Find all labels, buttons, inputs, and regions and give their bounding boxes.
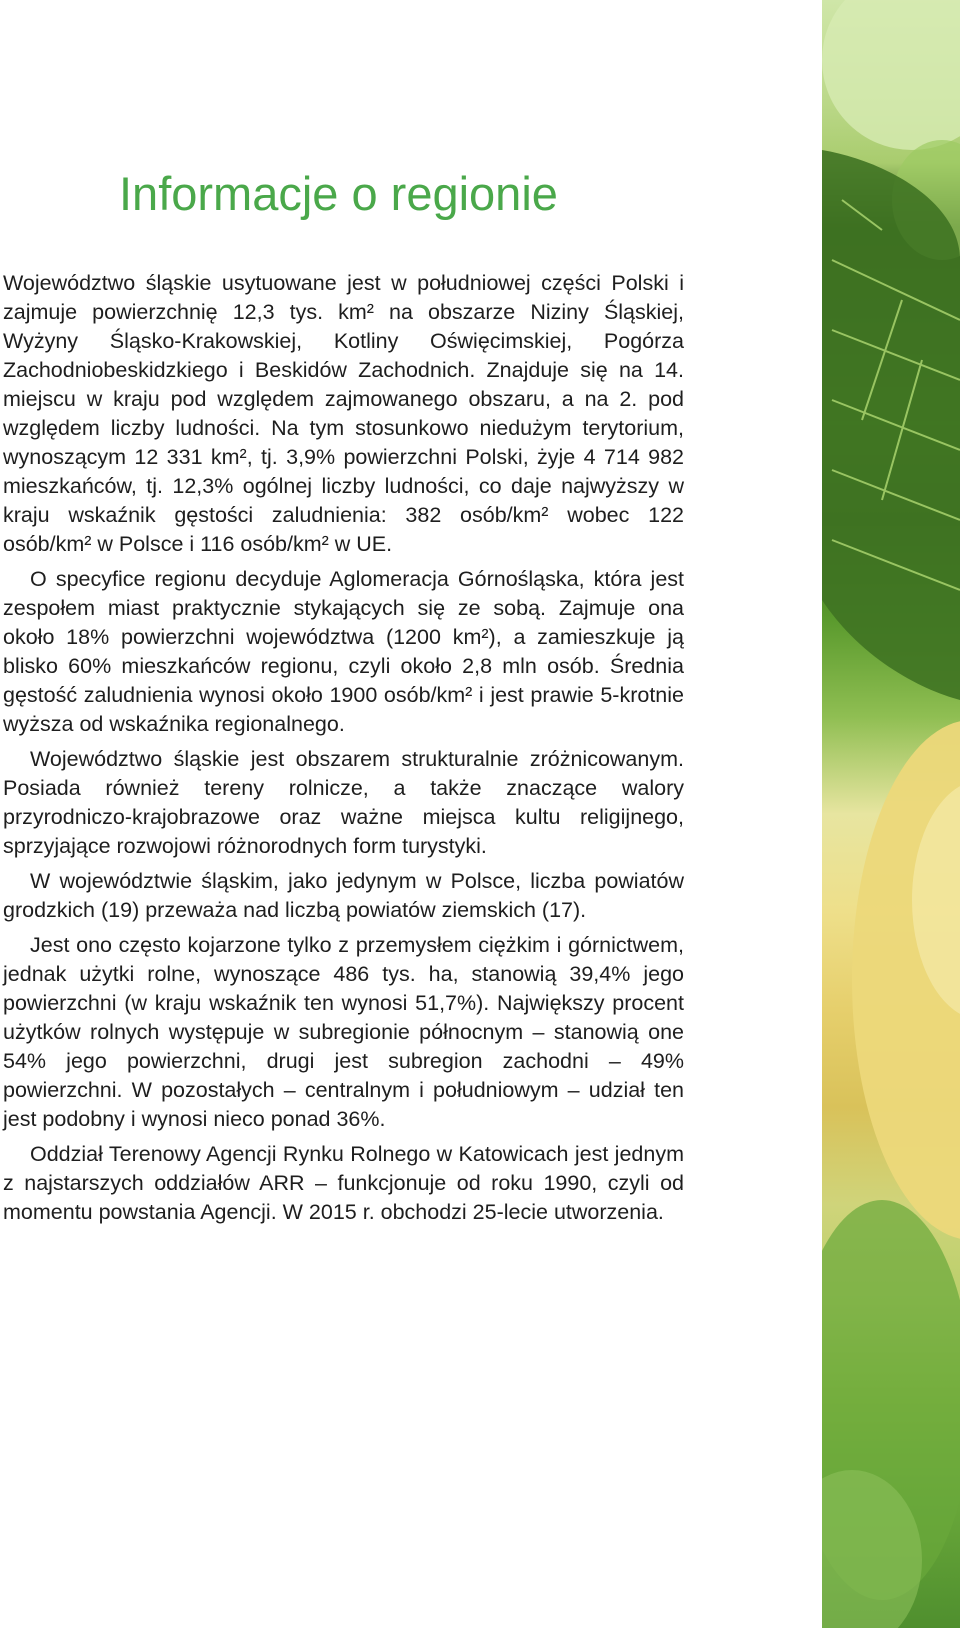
paragraph-agriculture: Jest ono często kojarzone tylko z przemysłem ciężkim i górnictwem, jednak użytki rolne, wynoszące 486 tys. ha, stanowią 39,4% jego powierzchni (w kraju wskaźnik ten wynosi 51,7%). Największy procent użytków rolnych występuje w subregionie północnym – stanowią one 54% jego powierzchni, drugi jest subregion zachodni – 49% powierzchni. W pozostałych – centralnym i południowym – udział ten jest podobny i wynosi nieco ponad 36%. [3, 933, 684, 1131]
leaf-illustration [822, 0, 960, 1628]
body-text [3, 269, 684, 1233]
paragraph-structure: Województwo śląskie jest obszarem strukturalnie zróżnicowanym. Posiada również tereny rolnicze, a także znaczące walory przyrodniczo-krajobrazowe oraz ważne miejsca kultu religijnego, sprzyjające rozwojowi różnorodnych form turystyki. [3, 747, 684, 858]
paragraph-arr-branch: Oddział Terenowy Agencji Rynku Rolnego w Katowicach jest jednym z najstarszych oddziałów ARR – funkcjonuje od roku 1990, czyli od momentu powstania Agencji. W 2015 r. obchodzi 25-lecie utworzenia. [3, 1142, 684, 1224]
apple-leaves-photo [822, 0, 960, 1628]
paragraph-agglomeration: O specyfice regionu decyduje Aglomeracja Górnośląska, która jest zespołem miast praktycznie stykających się ze sobą. Zajmuje ona około 18% powierzchni województwa (1200 km²), a zamieszkuje ją blisko 60% mieszkańców regionu, czyli około 2,8 mln osób. Średnia gęstość zaludnienia wynosi około 1900 osób/km² i jest prawie 5-krotnie wyższa od wskaźnika regionalnego. [3, 567, 684, 736]
paragraph-region-overview: Województwo śląskie usytuowane jest w południowej części Polski i zajmuje powierzchnię 12,3 tys. km² na obszarze Niziny Śląskiej, Wyżyny Śląsko-Krakowskiej, Kotliny Oświęcimskiej, Pogórza Zachodniobeskidzkiego i Beskidów Zachodnich. Znajduje się na 14. miejscu w kraju pod względem zajmowanego obszaru, a na 2. pod względem liczby ludności. Na tym stosunkowo niedużym terytorium, wynoszącym 12 331 km², tj. 3,9% powierzchni Polski, żyje 4 714 982 mieszkańców, tj. 12,3% ogólnej liczby ludności, co daje najwyższy w kraju wskaźnik gęstości zaludnienia: 382 osób/km² wobec 122 osób/km² w Polsce i 116 osób/km² w UE. [3, 271, 684, 556]
paragraph-counties: W województwie śląskim, jako jedynym w Polsce, liczba powiatów grodzkich (19) przeważa nad liczbą powiatów ziemskich (17). [3, 869, 684, 922]
page-title: Informacje o regionie [119, 167, 558, 220]
